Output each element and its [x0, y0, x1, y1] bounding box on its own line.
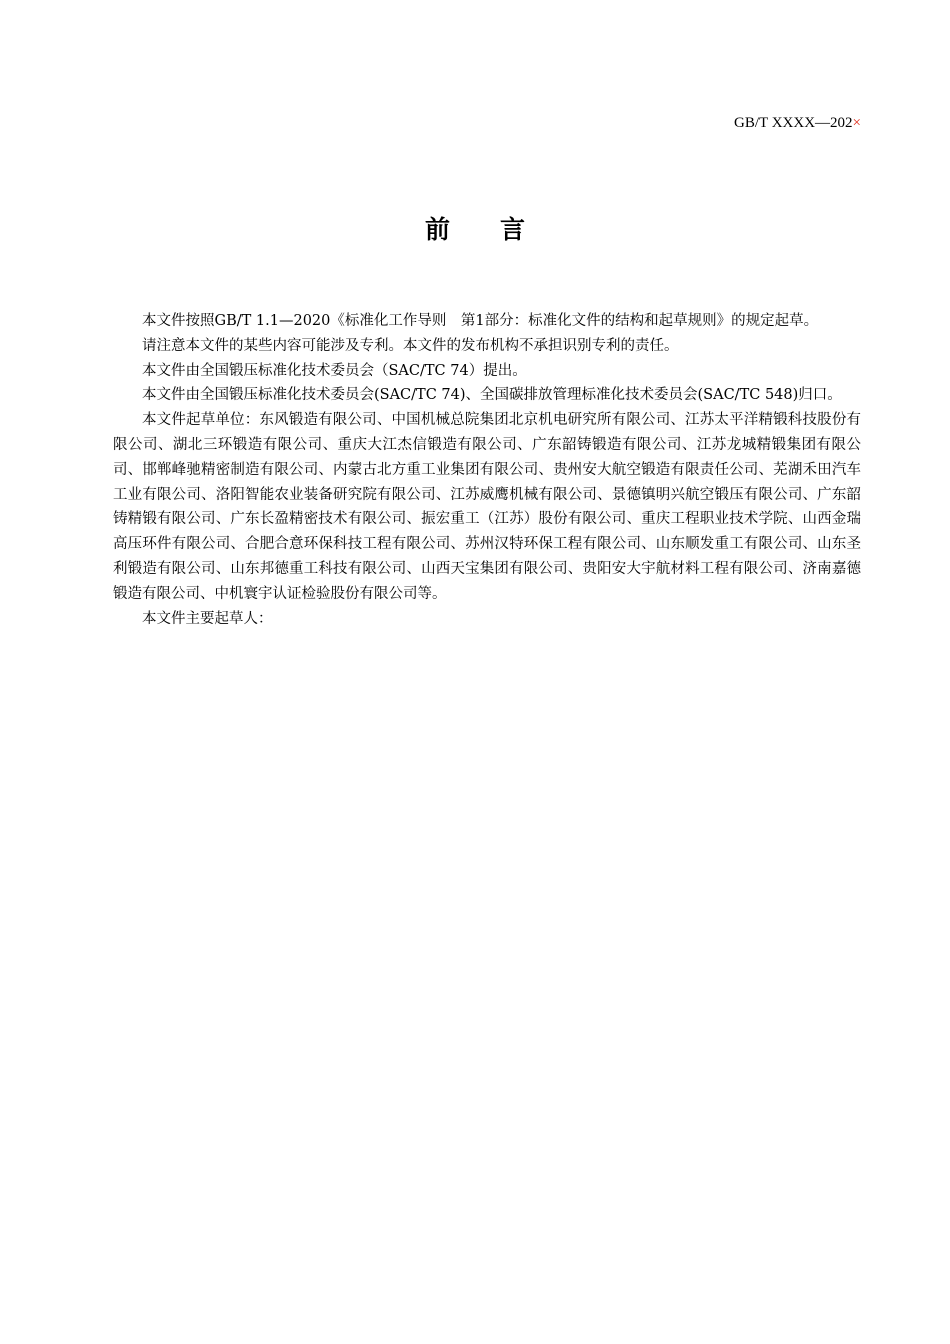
document-number-main: GB/T XXXX—202 [734, 115, 853, 131]
paragraph-under-jurisdiction: 本文件由全国锻压标准化技术委员会(SAC/TC 74)、全国碳排放管理标准化技术委员会(SAC/TC 548)归口。 [142, 387, 842, 404]
document-number [734, 114, 861, 132]
paragraph-patent-notice: 请注意本文件的某些内容可能涉及专利。本文件的发布机构不承担识别专利的责任。 [142, 337, 679, 354]
document-number-year-placeholder: × [852, 115, 861, 131]
paragraph-drafting-organizations: 本文件起草单位：东风锻造有限公司、中国机械总院集团北京机电研究所有限公司、江苏太平洋精锻科技股份有限公司、湖北三环锻造有限公司、重庆大江杰信锻造有限公司、广东韶铸锻造有限公司、江苏龙城精锻集团有限公司、邯郸峰驰精密制造有限公司、内蒙古北方重工业集团有限公司、贵州安大航空锻造有限责任公司、芜湖禾田汽车工业有限公司、洛阳智能农业装备研究院有限公司、江苏威鹰机械有限公司、景德镇明兴航空锻压有限公司、广东韶铸精锻有限公司、广东长盈精密技术有限公司、振宏重工（江苏）股份有限公司、重庆工程职业技术学院、山西金瑞高压环件有限公司、合肥合意环保科技工程有限公司、苏州汉特环保工程有限公司、山东顺发重工有限公司、山东圣利锻造有限公司、山东邦德重工科技有限公司、山西天宝集团有限公司、贵阳安大宇航材料工程有限公司、济南嘉德锻造有限公司、中机寰宇认证检验股份有限公司等。 [113, 412, 861, 602]
paragraph-main-drafters: 本文件主要起草人： [142, 610, 273, 627]
page-title: 前言 [424, 215, 575, 244]
foreword-body [113, 309, 861, 631]
paragraph-proposed-by: 本文件由全国锻压标准化技术委员会（SAC/TC 74）提出。 [142, 362, 527, 379]
paragraph-drafting-rules: 本文件按照GB/T 1.1—2020《标准化工作导则 第1部分：标准化文件的结构和起草规则》的规定起草。 [142, 313, 819, 329]
